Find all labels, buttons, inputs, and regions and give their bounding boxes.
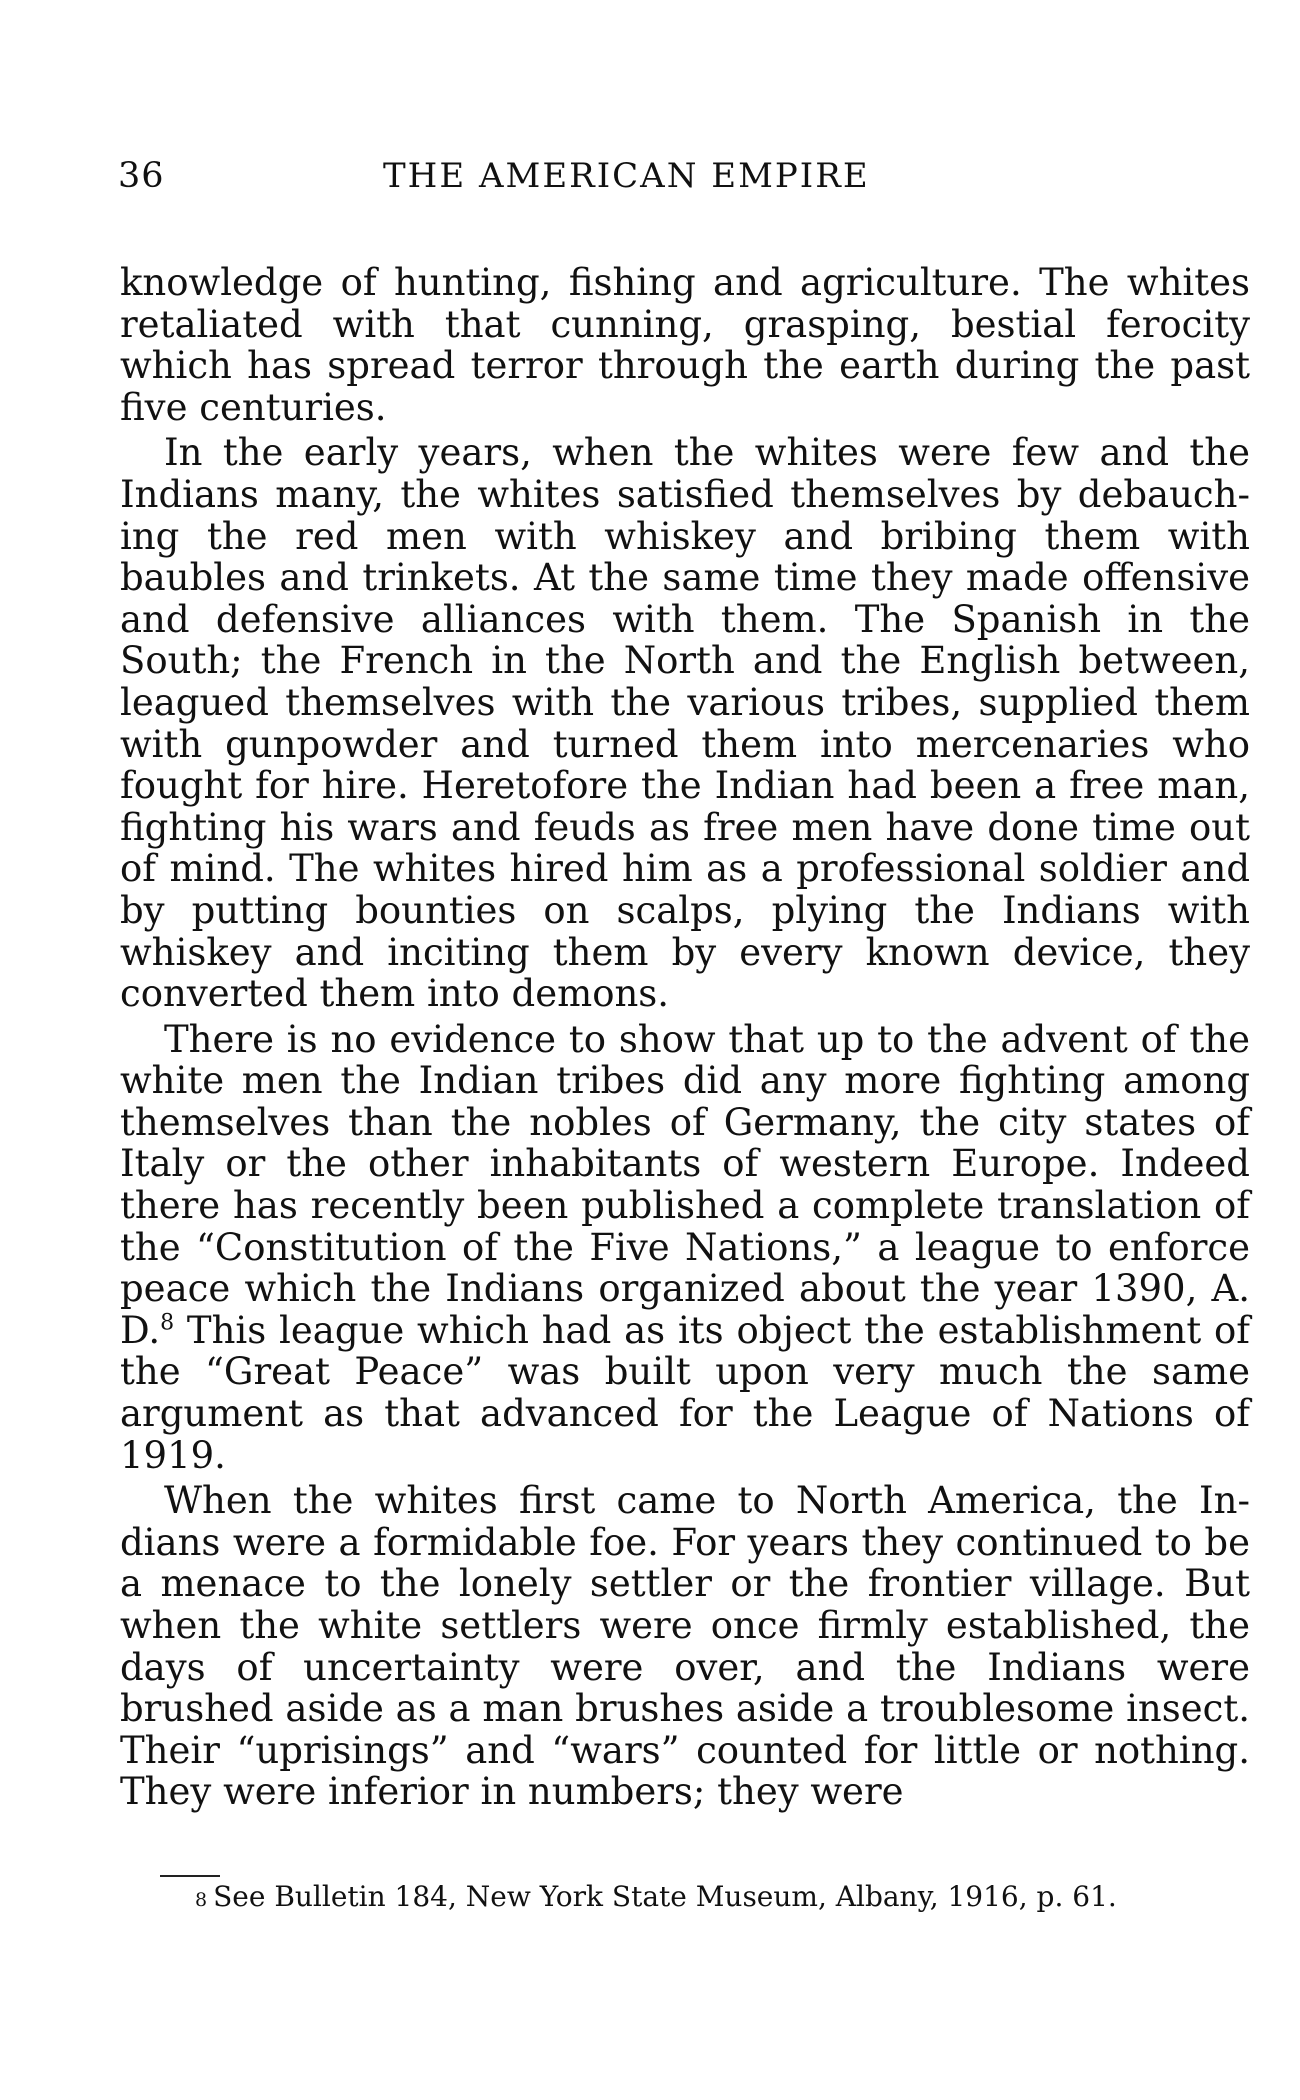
paragraph-4: When the whites first came to North America, the Indians were a formidable foe. For years they continued to be a menace to the lonely settler or the frontier village. But when the white settlers were once firmly established, the days of uncertainty were over, and the Indians were brushed aside as a man brushes aside a troublesome insect. Their “uprisings” and “wars” counted for little or nothing. They were inferior in numbers; they were (120, 1479, 1250, 1814)
running-head (118, 156, 1198, 216)
paragraph-2: In the early years, when the whites were few and the Indians many, the whites satisfied themselves by debauching the red men with whiskey and bribing them with baubles and trinkets. At the same time they made offensive and defensive alliances with them. The Spanish in the South; the French in the North and the English between, leagued themselves with the various tribes, supplied them with gunpowder and turned them into mercenaries who fought for hire. Heretofore the Indian had been a free man, fighting his wars and feuds as free men have done time out of mind. The whites hired him as a professional soldier and by putting bounties on scalps, plying the Indians with whiskey and inciting them by every known device, they converted them into demons. (120, 431, 1250, 1016)
page-number: 36 (118, 156, 165, 196)
footnote-mark: 8 (195, 1889, 208, 1911)
paragraph-3-text-a: There is no evidence to show that up to the advent of the white men the Indian tribes did any more fighting among themselves than the nobles of Germany, the city states of Italy or the other inhabitants of western Europe. Indeed there has recently been published a complete translation of the “Constitution of the Five Nations,” a league to enforce peace which the Indians organized about the year 1390, A. D. (120, 1017, 1250, 1352)
footnote-text: See Bulletin 184, New York State Museum, Albany, 1916, p. 61. (213, 1880, 1117, 1913)
footnote-reference[interactable]: 8 (160, 1310, 175, 1336)
paragraph-3-text-b: This league which had as its object the establishment of the “Great Peace” was built upon very much the same argument as that advanced for the League of Nations of 1919. (120, 1308, 1250, 1477)
body-text (120, 262, 1250, 1817)
paragraph-3 (120, 1019, 1250, 1477)
running-title: THE AMERICAN EMPIRE (383, 156, 870, 196)
footnote-divider (160, 1875, 220, 1877)
footnote (195, 1880, 1265, 1917)
paragraph-1: knowledge of hunting, fishing and agriculture. The whites retaliated with that cunning, grasping, bestial ferocity which has spread terror through the earth during the past five centuries. (120, 261, 1250, 429)
